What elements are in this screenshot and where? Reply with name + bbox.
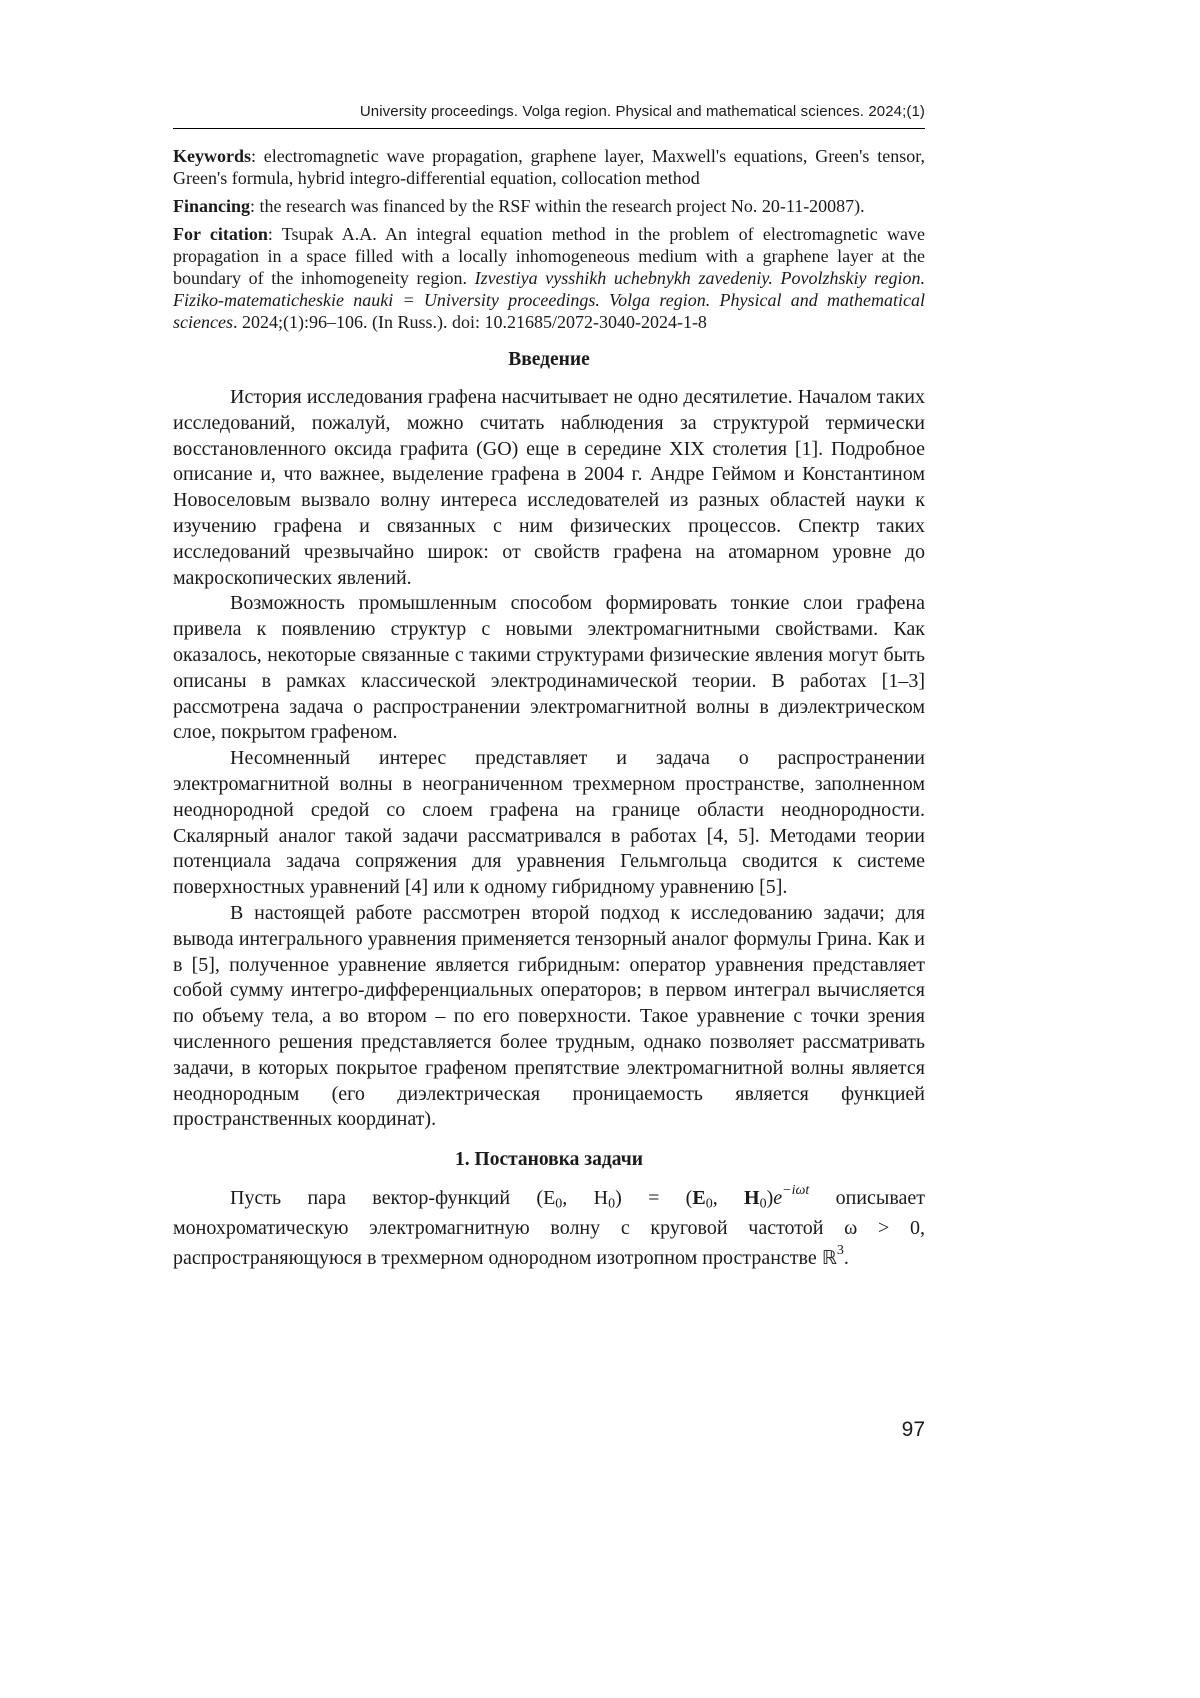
citation-label: For citation <box>173 224 268 244</box>
problem-statement-paragraph: Пусть пара вектор-функций ($E_0$, $H_0) = (E_0$, $H_0)e^{-i\omega t}$ описывает монохроматическую электромагнитную волну с круговой частотой ω > 0, распространяющуюся в трехмерном однородном изотропном пространстве ℝ$^3$. <box>173 1183 925 1270</box>
page-content <box>173 145 925 1273</box>
problem-lead-text: Пусть пара вектор-функций <box>230 1187 537 1210</box>
financing-label: Financing <box>173 196 251 216</box>
header-rule <box>173 128 925 129</box>
citation-details: . 2024;(1):96–106. (In Russ.). doi: 10.21685/2072-3040-2024-1-8 <box>232 312 707 332</box>
page-number: 97 <box>901 1418 925 1441</box>
running-head: University proceedings. Volga region. Physical and mathematical sciences. 2024;(1) <box>359 103 925 120</box>
citation-journal: Izvestiya vysshikh uchebnykh zavedeniy. Povolzhskiy region. Fiziko-matematicheskie nauki = University proceedings. Volga region. Physical and mathematical sciences <box>173 268 925 332</box>
citation-text: : Tsupak A.A. An integral equation method in the problem of electromagnetic wave propagation in a space filled with a locally inhomogeneous medium with a graphene layer at the boundary of the inhomogeneity region. <box>173 224 925 288</box>
intro-paragraph: Возможность промышленным способом формировать тонкие слои графена привела к появлению структур с новыми электромагнитными свойствами. Как оказалось, некоторые связанные с такими структурами физические явления могут быть описаны в рамках классической электродинамической теории. В работах [1–3] рассмотрена задача о распространении электромагнитной волны в диэлектрическом слое, покрытом графеном. <box>173 592 925 744</box>
frequency-condition: ω > 0 <box>844 1217 920 1240</box>
wave-formula: ($E_0$, $H_0) = (E_0$, $H_0)e^{-i\omega t}$ <box>536 1183 810 1212</box>
intro-paragraph: В настоящей работе рассмотрен второй подход к исследованию задачи; для вывода интегрального уравнения применяется тензорный аналог формулы Грина. Как и в [5], полученное уравнение является гибридным: оператор уравнения представляет собой сумму интегро-дифференциальных операторов; в первом интеграл вычисляется по объему тела, а во втором – по его поверхности. Такое уравнение с точки зрения численного решения представляется более трудным, однако позволяет рассматривать задачи, в которых покрытое графеном препятствие электромагнитной волны является неоднородным (его диэлектрическая проницаемость является функцией пространственных координат). <box>173 901 925 1131</box>
problem-tail-text: , распространяющуюся в трехмерном однородном изотропном пространстве <box>173 1217 925 1270</box>
keywords-paragraph <box>173 145 925 189</box>
citation-paragraph <box>173 223 925 333</box>
section-title-introduction: Введение <box>508 349 590 370</box>
space-symbol: ℝ$^3$ <box>821 1243 844 1270</box>
keywords-text: : electromagnetic wave propagation, graphene layer, Maxwell's equations, Green's tensor, Green's formula, hybrid integro-differential equation, collocation method <box>173 146 925 188</box>
section-title-problem-statement: 1. Постановка задачи <box>455 1149 643 1171</box>
intro-paragraph: История исследования графена насчитывает не одно десятилетие. Началом таких исследований, пожалуй, можно считать наблюдения за структурой термически восстановленного оксида графита (GO) еще в середине XIX столетия [1]. Подробное описание и, что важнее, выделение графена в 2004 г. Андре Геймом и Константином Новоселовым вызвало волну интереса исследователей из разных областей науки к изучению графена и связанных с ним физических процессов. Спектр таких исследований чрезвычайно широк: от свойств графена на атомарном уровне до макроскопических явлений. <box>173 386 925 589</box>
keywords-label: Keywords <box>173 146 251 166</box>
problem-middle-text: описывает монохроматическую электромагнитную волну с круговой частотой <box>173 1187 925 1240</box>
intro-paragraph: Несомненный интерес представляет и задача о распространении электромагнитной волны в неограниченном трехмерном пространстве, заполненном неоднородной средой со слоем графена на границе области неоднородности. Скалярный аналог такой задачи рассматривался в работах [4, 5]. Методами теории потенциала задача сопряжения для уравнения Гельмгольца сводится к системе поверхностных уравнений [4] или к одному гибридному уравнению [5]. <box>173 747 925 899</box>
financing-paragraph <box>173 195 925 217</box>
financing-text: : the research was financed by the RSF within the research project No. 20-11-20087). <box>250 196 865 216</box>
